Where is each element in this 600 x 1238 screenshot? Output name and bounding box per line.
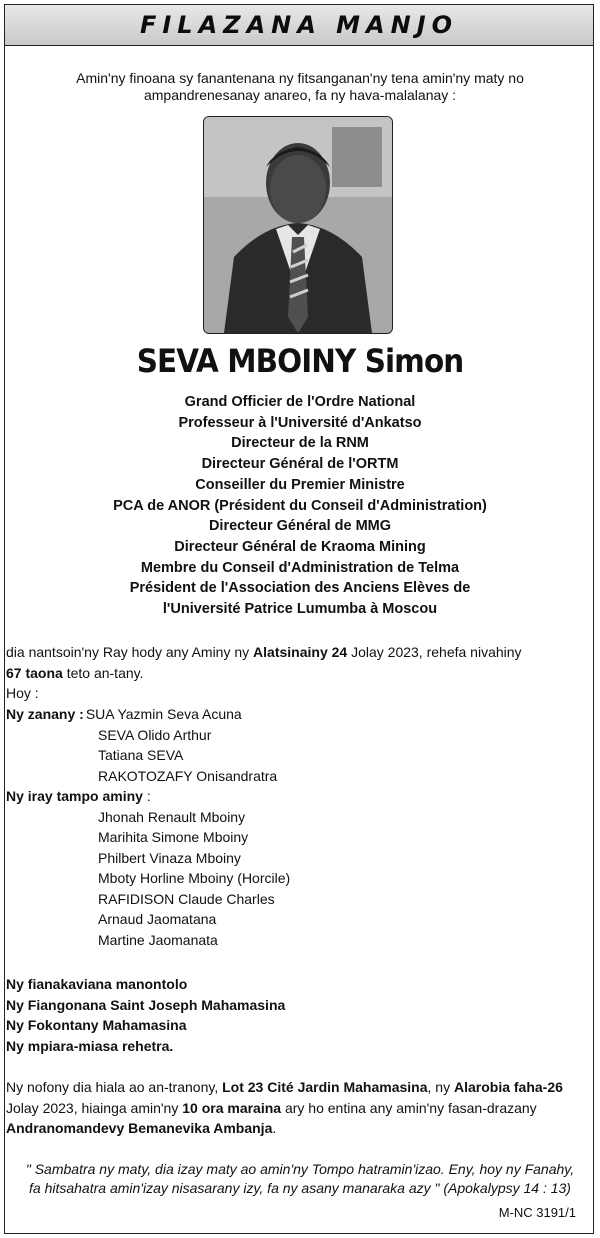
- child-name: RAKOTOZAFY Onisandratra: [98, 767, 278, 784]
- announcement-text: teto an-tany.: [62, 664, 144, 681]
- death-date: Alatsinainy 24: [253, 644, 348, 660]
- header-banner: [5, 5, 593, 46]
- church-line: Ny Fiangonana Saint Joseph Mahamasina: [6, 996, 286, 1013]
- funeral-text: , ny: [427, 1079, 454, 1095]
- burial-place: Andranomandevy Bemanevika Ambanja: [6, 1120, 273, 1136]
- notice-title: FILAZANA MANJO: [139, 11, 459, 39]
- colleagues-line: Ny mpiara-miasa rehetra.: [6, 1037, 174, 1054]
- funeral-address: Lot 23 Cité Jardin Mahamasina: [222, 1079, 428, 1095]
- portrait-photo: [203, 116, 393, 334]
- deceased-name: SEVA MBOINY Simon: [136, 342, 464, 380]
- children-section: [6, 704, 592, 950]
- funeral-line-3: [6, 1118, 592, 1139]
- fokontany-line: Ny Fokontany Mahamasina: [6, 1017, 187, 1033]
- sibling-name: Marihita Simone Mboiny: [98, 829, 249, 845]
- child-name: Tatiana SEVA: [98, 747, 184, 763]
- title-item: Conseiller du Premier Ministre: [195, 476, 405, 493]
- title-item: Directeur Général de MMG: [208, 518, 392, 535]
- titles-list: [0, 392, 600, 620]
- title-item: Membre du Conseil d'Administration de Telma: [140, 559, 460, 576]
- title-item: Directeur Général de Kraoma Mining: [174, 538, 426, 555]
- announcement-line-1: [6, 642, 592, 663]
- sibling-name: Mboty Horline Mboiny (Horcile): [98, 870, 291, 886]
- title-item: l'Université Patrice Lumumba à Moscou: [162, 601, 438, 618]
- funeral-text: ary ho entina any amin'ny fasan-drazany: [281, 1099, 537, 1116]
- title-item: PCA de ANOR (Président du Conseil d'Administration): [113, 497, 487, 514]
- sibling-name: Arnaud Jaomatana: [98, 911, 217, 927]
- title-item: Président de l'Association des Anciens Elèves de: [129, 580, 471, 597]
- others-section: [6, 974, 592, 1056]
- intro-line-1: Amin'ny finoana sy fanantenana ny fitsanganan'ny tena amin'ny maty no: [76, 70, 524, 86]
- funeral-text: .: [272, 1120, 277, 1136]
- title-item: Directeur de la RNM: [231, 435, 369, 452]
- quote-line-1: " Sambatra ny maty, dia izay maty ao amin'ny Tompo hatramin'izao. Eny, hoy ny Fanahy,: [25, 1161, 575, 1177]
- age: 67 taona: [6, 664, 63, 681]
- bible-quote: [0, 1160, 600, 1198]
- children-row: [6, 704, 592, 725]
- funeral-line-2: [6, 1098, 592, 1119]
- child-name: SEVA Olido Arthur: [98, 726, 212, 743]
- announcement-text: Jolay 2023, rehefa nivahiny: [347, 644, 522, 660]
- reference-code: M-NC 3191/1: [498, 1205, 576, 1220]
- title-item: Grand Officier de l'Ordre National: [184, 394, 416, 410]
- funeral-text: Ny nofony dia hiala ao an-tranony,: [6, 1079, 223, 1095]
- intro-line-2: ampandrenesanay anareo, fa ny hava-malalanay :: [143, 87, 457, 103]
- announcement-text: dia nantsoin'ny Ray hody any Aminy ny: [6, 644, 254, 660]
- sibling-name: Jhonah Renault Mboiny: [98, 808, 246, 825]
- intro-text: [0, 70, 600, 104]
- siblings-label: Ny iray tampo aminy: [6, 788, 143, 804]
- sibling-name: Philbert Vinaza Mboiny: [98, 849, 241, 866]
- children-label: Ny zanany :: [6, 706, 84, 722]
- funeral-time: 10 ora maraina: [182, 1099, 282, 1116]
- announcement: [6, 642, 592, 704]
- family-line: Ny fianakaviana manontolo: [6, 976, 188, 992]
- funeral-line-1: [6, 1077, 592, 1098]
- siblings-colon: :: [142, 788, 151, 804]
- title-item: Directeur Général de l'ORTM: [201, 456, 399, 473]
- funeral-details: [6, 1077, 592, 1139]
- siblings-row: [6, 786, 592, 807]
- child-name: SUA Yazmin Seva Acuna: [85, 706, 242, 722]
- quote-line-2: fa hitsahatra amin'izay nisasarany izy, fa ny asany manaraka azy " (Apokalypsy 14 : 13): [29, 1180, 571, 1196]
- sibling-name: Martine Jaomanata: [98, 931, 218, 948]
- funeral-day: Alarobia faha-26: [453, 1079, 563, 1095]
- hoy-label: Hoy :: [6, 685, 39, 701]
- announcement-line-2: [6, 663, 592, 684]
- sibling-name: RAFIDISON Claude Charles: [98, 890, 275, 907]
- funeral-text: Jolay 2023, hiainga amin'ny: [6, 1099, 183, 1116]
- title-item: Professeur à l'Université d'Ankatso: [178, 414, 422, 431]
- portrait-image: [204, 117, 392, 333]
